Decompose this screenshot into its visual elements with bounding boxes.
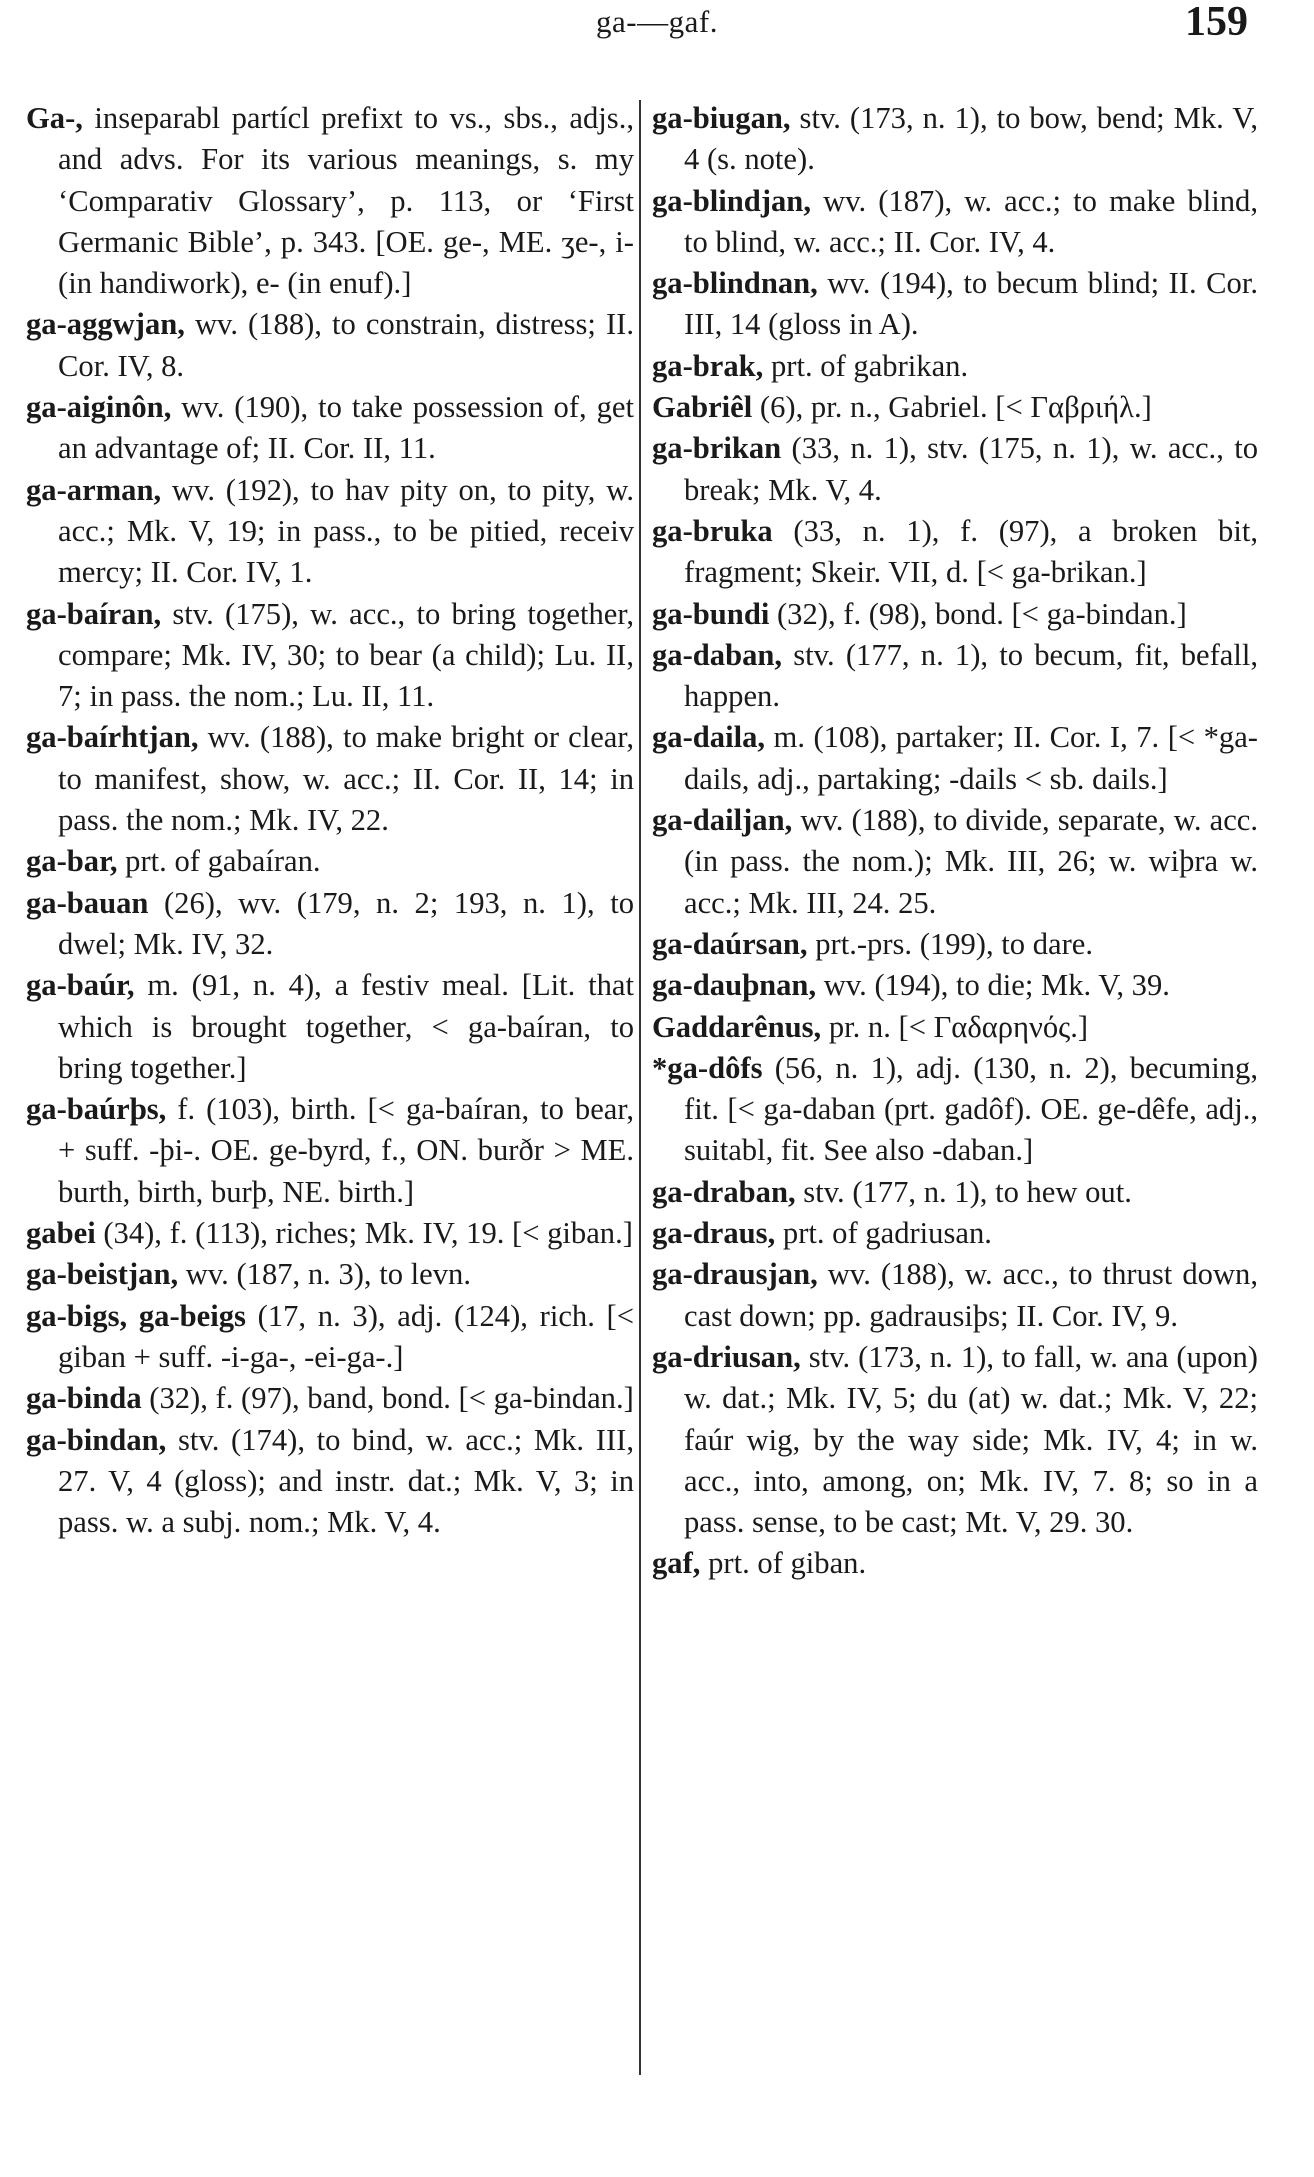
headword: ga-brak, [652,348,764,383]
dictionary-entry [652,1543,1258,1584]
dictionary-entry [652,965,1258,1006]
entry-text: wv. (188), w. acc., to thrust down, cast down; pp. gadrausiþs; II. Cor. IV, 9. [684,1257,1258,1333]
dictionary-entry [652,924,1258,965]
headword: Ga-, [26,101,83,135]
dictionary-entry [26,965,634,1089]
dictionary-entry [26,1089,634,1213]
dictionary-entry [26,1378,634,1419]
dictionary-entry [652,1337,1258,1543]
dictionary-entry [26,304,634,387]
headword: ga-binda [26,1381,142,1416]
headword: ga-arman, [26,472,162,507]
headword: ga-bruka [652,513,773,548]
headword: Gabriêl [652,390,753,425]
headword: ga-dauþnan, [652,968,817,1003]
headword: ga-draban, [652,1174,796,1209]
entry-text: (6), pr. n., Gabriel. [< Γαβριήλ.] [752,390,1152,425]
headword: ga-baúrþs, [26,1092,167,1127]
dictionary-entry [652,387,1258,428]
right-column [652,98,1258,1585]
entry-text: prt. of giban. [700,1546,867,1581]
entry-text: stv. (173, n. 1), to fall, w. ana (upon) w. dat.; Mk. IV, 5; du (at) w. dat.; Mk. V, 22; faúr wig, by the way side; Mk. IV, 4; in w. acc., into, among, on; Mk. IV, 7. 8; so in a pass. sense, to be cast; Mt. V, 29. 30. [684,1339,1258,1540]
dictionary-entry [652,717,1258,800]
dictionary-entry [26,883,634,966]
column-divider [639,100,641,2075]
entry-text: (32), f. (98), bond. [< ga-bindan.] [769,596,1187,631]
dictionary-entry [652,263,1258,346]
dictionary-entry [26,1213,634,1254]
headword: ga-bar, [26,844,118,879]
dictionary-entry [652,428,1258,511]
headword: ga-bindan, [26,1422,167,1457]
left-column [26,98,634,1543]
headword: ga-drausjan, [652,1257,818,1292]
entry-text: (17, n. 3), adj. (124), rich. [< giban + suff. -i-ga-, -ei-ga-.] [58,1298,634,1374]
entry-text: (32), f. (97), band, bond. [< ga-bindan.] [141,1381,634,1416]
entry-text: wv. (190), to take possession of, get an advantage of; II. Cor. II, 11. [58,390,634,466]
headword: gabei [26,1216,96,1251]
headword: ga-driusan, [652,1339,801,1374]
entry-text: stv. (177, n. 1), to becum, fit, befall, happen. [684,637,1258,714]
headword: ga-aggwjan, [26,307,185,342]
headword: ga-baíran, [26,596,162,631]
headword: ga-brikan [652,431,782,466]
headword: ga-dailjan, [652,803,793,838]
headword: ga-bundi [652,596,770,631]
headword: ga-daúrsan, [652,926,808,961]
dictionary-entry [26,1296,634,1379]
entry-text: m. (108), partaker; II. Cor. I, 7. [< *ga-dails, adj., partaking; -dails < sb. dails.] [684,720,1258,796]
entry-text: wv. (187, n. 3), to levn. [178,1257,471,1292]
entry-text: wv. (188), to divide, separate, w. acc. (in pass. the nom.); Mk. III, 26; w. wiþra w. acc.; Mk. III, 24. 25. [684,803,1258,920]
entry-text: wv. (192), to hav pity on, to pity, w. acc.; Mk. V, 19; in pass., to be pitied, receiv mercy; II. Cor. IV, 1. [58,472,634,590]
headword: Gaddarênus, [652,1009,822,1044]
entry-text: inseparabl partícl prefixt to vs., sbs., adjs., and advs. For its various meanings, s. my ‘Comparativ Glossary’, p. 113, or ‘First Germanic Bible’, p. 343. [OE. ge-, ME. ʒe-, i- (in handiwork), e- (in enuf).] [58,101,634,301]
dictionary-entry [26,594,634,718]
entry-text: prt. of gadriusan. [775,1216,992,1251]
headword: ga-baúr, [26,968,135,1003]
entry-text: wv. (194), to becum blind; II. Cor. III, 14 (gloss in A). [684,266,1258,342]
dictionary-entry [26,1254,634,1295]
dictionary-entry [652,1172,1258,1213]
dictionary-entry [26,387,634,470]
headword: gaf, [652,1546,701,1581]
headword: ga-bauan [26,885,149,920]
entry-text: wv. (194), to die; Mk. V, 39. [816,968,1170,1003]
entry-text: (33, n. 1), f. (97), a broken bit, fragment; Skeir. VII, d. [< ga-brikan.] [684,513,1258,590]
headword: ga-blindjan, [652,183,811,218]
dictionary-entry [26,841,634,882]
headword: ga-baírhtjan, [26,720,199,755]
entry-text: prt. of gabrikan. [763,348,969,383]
entry-text: stv. (175), w. acc., to bring together, compare; Mk. IV, 30; to bear (a child); Lu. II, 7; in pass. the nom.; Lu. II, 11. [58,596,634,714]
page-number: 159 [1185,0,1248,45]
headword: ga-draus, [652,1216,776,1251]
entry-text: m. (91, n. 4), a festiv meal. [Lit. that which is brought together, < ga-baíran, to bring together.] [58,968,634,1085]
entry-text: pr. n. [< Γαδαρηνός.] [821,1009,1089,1044]
headword: ga-aiginôn, [26,390,172,425]
entry-text: (26), wv. (179, n. 2; 193, n. 1), to dwel; Mk. IV, 32. [58,885,634,961]
headword: ga-daila, [652,720,766,755]
headword: ga-daban, [652,637,783,672]
entry-text: stv. (177, n. 1), to hew out. [795,1174,1132,1209]
entry-text: (56, n. 1), adj. (130, n. 2), becuming, fit. [< ga-daban (prt. gadôf). OE. ge-dêfe, adj., suitabl, fit. See also -daban.] [684,1050,1258,1168]
dictionary-entry [652,594,1258,635]
entry-text: wv. (188), to constrain, distress; II. Cor. IV, 8. [58,307,634,383]
dictionary-entry [652,1254,1258,1337]
entry-text: prt.-prs. (199), to dare. [807,926,1094,961]
dictionary-entry [26,717,634,841]
dictionary-entry [652,346,1258,387]
headword: ga-beistjan, [26,1257,179,1292]
entry-text: wv. (187), w. acc.; to make blind, to blind, w. acc.; II. Cor. IV, 4. [684,183,1258,259]
headword: *ga-dôfs [652,1050,763,1085]
entry-text: (33, n. 1), stv. (175, n. 1), w. acc., to break; Mk. V, 4. [684,431,1258,507]
dictionary-entry [652,1048,1258,1172]
headword: ga-blindnan, [652,266,818,301]
dictionary-entry [652,1007,1258,1048]
headword: ga-bigs, ga-beigs [26,1298,246,1333]
entry-text: prt. of gabaíran. [117,844,321,879]
dictionary-entry [26,98,634,304]
dictionary-entry [652,98,1258,181]
headword: ga-biugan, [652,101,791,135]
dictionary-entry [652,635,1258,718]
dictionary-entry [652,511,1258,594]
entry-text: f. (103), birth. [< ga-baíran, to bear, + suff. -þi-. OE. ge-byrd, f., ON. burðr > ME. burth, birth, burþ, NE. birth.] [58,1092,634,1209]
running-title: ga-—gaf. [596,4,718,39]
dictionary-entry [26,470,634,594]
entry-text: stv. (174), to bind, w. acc.; Mk. III, 27. V, 4 (gloss); and instr. dat.; Mk. V, 3; in pass. w. a subj. nom.; Mk. V, 4. [58,1422,634,1540]
dictionary-entry [26,1420,634,1544]
dictionary-entry [652,181,1258,264]
dictionary-entry [652,1213,1258,1254]
entry-text: stv. (173, n. 1), to bow, bend; Mk. V, 4 (s. note). [684,101,1258,177]
entry-text: wv. (188), to make bright or clear, to manifest, show, w. acc.; II. Cor. II, 14; in pass. the nom.; Mk. IV, 22. [58,720,634,838]
dictionary-entry [652,800,1258,924]
entry-text: (34), f. (113), riches; Mk. IV, 19. [< giban.] [95,1216,633,1251]
